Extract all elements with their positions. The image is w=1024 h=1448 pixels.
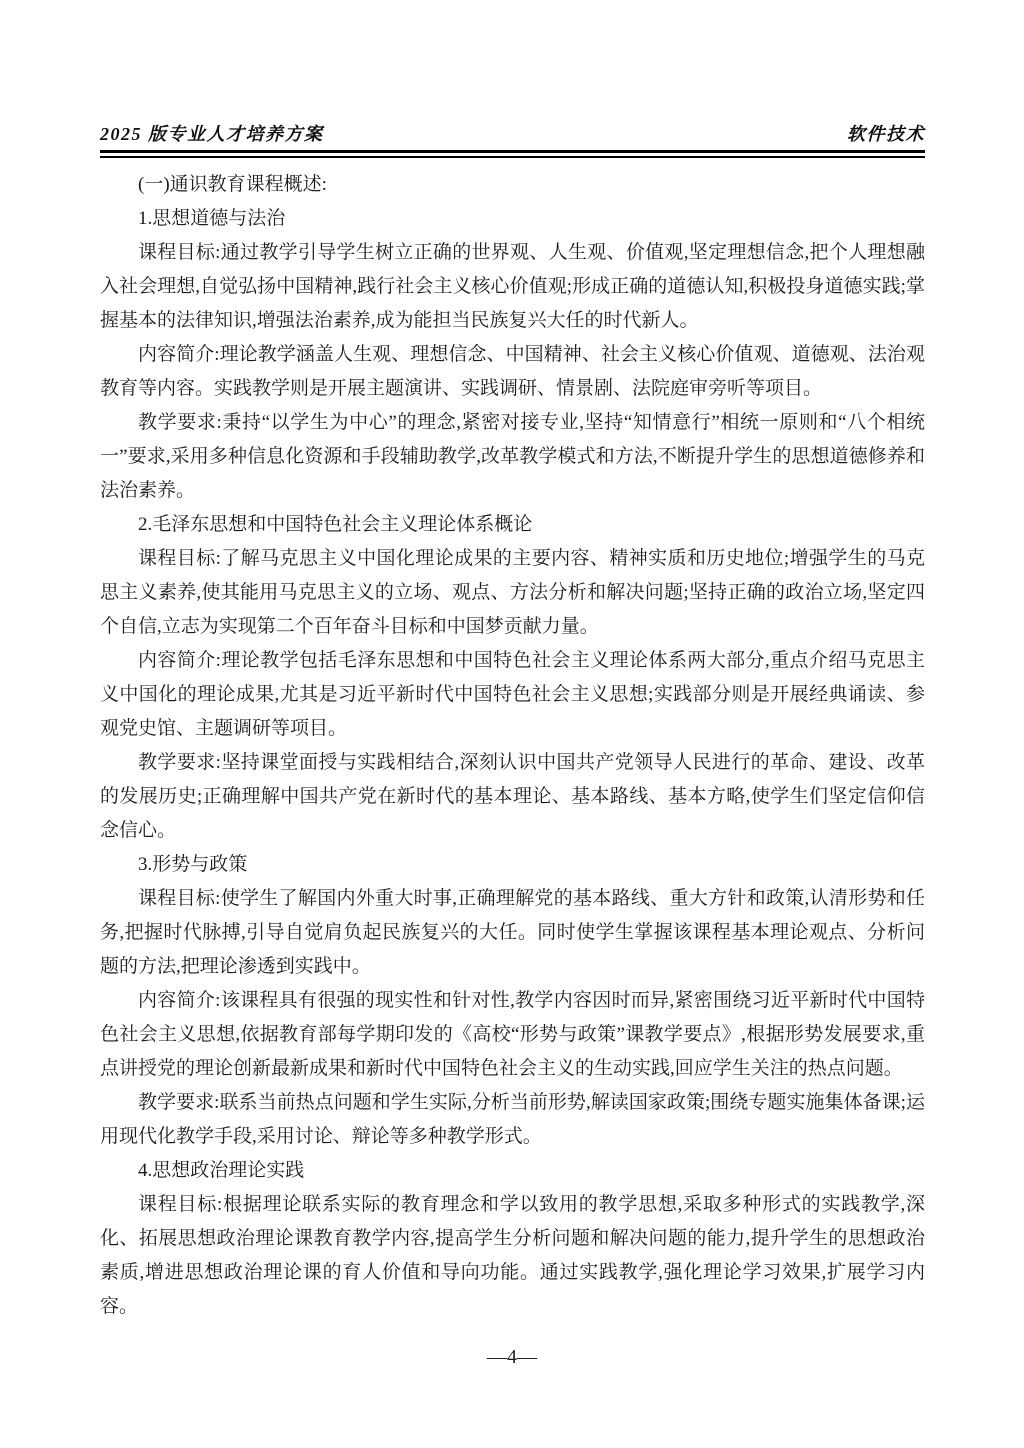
course-paragraph: 内容简介:理论教学包括毛泽东思想和中国特色社会主义理论体系两大部分,重点介绍马克思主义中国化的理论成果,尤其是习近平新时代中国特色社会主义思想;实践部分则是开展经典诵读、参观党史馆、主题调研等项目。 (100, 650, 925, 739)
course-paragraph: 课程目标:根据理论联系实际的教育理念和学以致用的教学思想,采取多种形式的实践教学,深化、拓展思想政治理论课教育教学内容,提高学生分析问题和解决问题的能力,提升学生的思想政治素质,增进思想政治理论课的育人价值和导向功能。通过实践教学,强化理论学习效果,扩展学习内容。 (100, 1194, 925, 1317)
header-double-rule (100, 150, 925, 158)
course-paragraph: 教学要求:联系当前热点问题和学生实际,分析当前形势,解读国家政策;围绕专题实施集体备课;运用现代化教学手段,采用讨论、辩论等多种教学形式。 (100, 1092, 925, 1147)
page-header (100, 120, 925, 158)
course-paragraph: 教学要求:秉持“以学生为中心”的理念,紧密对接专业,坚持“知情意行”相统一原则和“八个相统一”要求,采用多种信息化资源和手段辅助教学,改革教学模式和方法,不断提升学生的思想道德修养和法治素养。 (100, 412, 925, 501)
document-body (100, 168, 925, 1324)
course-paragraph: 内容简介:理论教学涵盖人生观、理想信念、中国精神、社会主义核心价值观、道德观、法治观教育等内容。实践教学则是开展主题演讲、实践调研、情景剧、法院庭审旁听等项目。 (100, 344, 925, 399)
header-left-title: 2025 版专业人才培养方案 (100, 124, 324, 144)
course-title: 4.思想政治理论实践 (138, 1160, 305, 1181)
course-title: 3.形势与政策 (138, 854, 248, 875)
page-footer (0, 1346, 1024, 1369)
page-number: —4— (487, 1346, 537, 1368)
course-title: 2.毛泽东思想和中国特色社会主义理论体系概论 (138, 514, 533, 535)
course-title: 1.思想道德与法治 (138, 208, 286, 229)
course-paragraph: 教学要求:坚持课堂面授与实践相结合,深刻认识中国共产党领导人民进行的革命、建设、改革的发展历史;正确理解中国共产党在新时代的基本理论、基本路线、基本方略,使学生们坚定信仰信念信心。 (100, 752, 925, 841)
course-paragraph: 课程目标:了解马克思主义中国化理论成果的主要内容、精神实质和历史地位;增强学生的马克思主义素养,使其能用马克思主义的立场、观点、方法分析和解决问题;坚持正确的政治立场,坚定四个自信,立志为实现第二个百年奋斗目标和中国梦贡献力量。 (100, 548, 925, 637)
course-paragraph: 内容简介:该课程具有很强的现实性和针对性,教学内容因时而异,紧密围绕习近平新时代中国特色社会主义思想,依据教育部每学期印发的《高校“形势与政策”课教学要点》,根据形势发展要求,重点讲授党的理论创新最新成果和新时代中国特色社会主义的生动实践,回应学生关注的热点问题。 (100, 990, 925, 1079)
course-paragraph: 课程目标:通过教学引导学生树立正确的世界观、人生观、价值观,坚定理想信念,把个人理想融入社会理想,自觉弘扬中国精神,践行社会主义核心价值观;形成正确的道德认知,积极投身道德实践;掌握基本的法律知识,增强法治素养,成为能担当民族复兴大任的时代新人。 (100, 242, 925, 331)
header-row (100, 120, 925, 146)
course-paragraph: 课程目标:使学生了解国内外重大时事,正确理解党的基本路线、重大方针和政策,认清形势和任务,把握时代脉搏,引导自觉肩负起民族复兴的大任。同时使学生掌握该课程基本理论观点、分析问题的方法,把理论渗透到实践中。 (100, 888, 925, 977)
header-right-title: 软件技术 (847, 124, 925, 144)
section-heading: (一)通识教育课程概述: (138, 174, 327, 195)
